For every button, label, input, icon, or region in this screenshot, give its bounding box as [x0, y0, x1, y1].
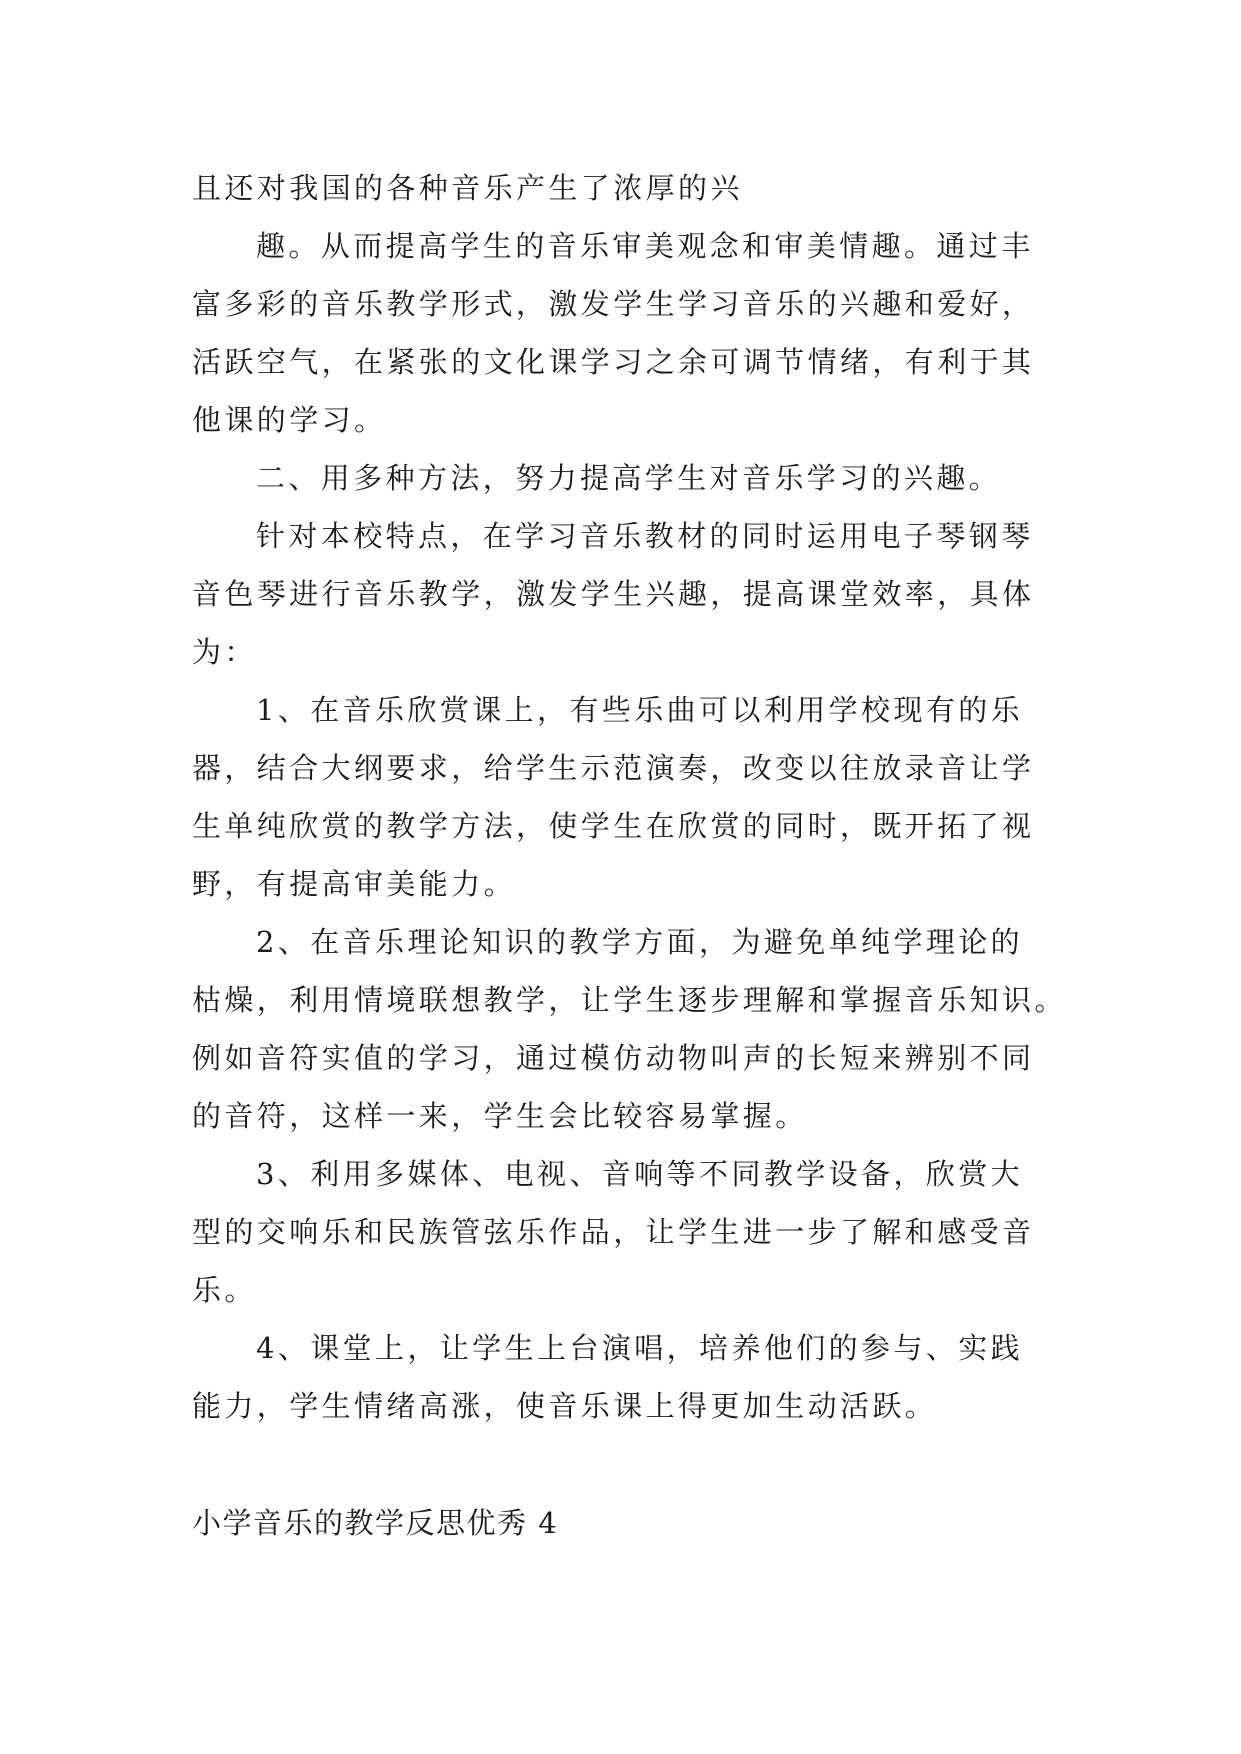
paragraph-line: 他课的学习。	[192, 403, 387, 437]
paragraph-line: 器，结合大纲要求，给学生示范演奏，改变以往放录音让学	[192, 751, 1035, 785]
paragraph-line: 的音符，这样一来，学生会比较容易掌握。	[192, 1099, 808, 1133]
paragraph-line: 3、利用多媒体、电视、音响等不同教学设备，欣赏大	[256, 1157, 1024, 1191]
paragraph-line: 活跃空气，在紧张的文化课学习之余可调节情绪，有利于其	[192, 345, 1035, 379]
paragraph-line: 音色琴进行音乐教学，激发学生兴趣，提高课堂效率，具体	[192, 577, 1035, 611]
paragraph-line: 枯燥，利用情境联想教学，让学生逐步理解和掌握音乐知识。	[192, 983, 1067, 1017]
paragraph-line: 生单纯欣赏的教学方法，使学生在欣赏的同时，既开拓了视	[192, 809, 1035, 843]
paragraph-line: 富多彩的音乐教学形式，激发学生学习音乐的兴趣和爱好，	[192, 287, 1035, 321]
paragraph-line: 2、在音乐理论知识的教学方面，为避免单纯学理论的	[256, 925, 1024, 959]
section-heading: 小学音乐的教学反思优秀 4	[192, 1506, 559, 1540]
paragraph-line: 乐。	[192, 1273, 257, 1307]
paragraph-line: 能力，学生情绪高涨，使音乐课上得更加生动活跃。	[192, 1389, 938, 1423]
paragraph-line: 4、课堂上，让学生上台演唱，培养他们的参与、实践	[256, 1331, 1024, 1365]
paragraph-line: 例如音符实值的学习，通过模仿动物叫声的长短来辨别不同	[192, 1041, 1035, 1075]
paragraph-line: 且还对我国的各种音乐产生了浓厚的兴	[192, 171, 743, 205]
paragraph-line: 二、用多种方法，努力提高学生对音乐学习的兴趣。	[256, 461, 1002, 495]
paragraph-line: 1、在音乐欣赏课上，有些乐曲可以利用学校现有的乐	[256, 693, 1024, 727]
paragraph-line: 野，有提高审美能力。	[192, 867, 517, 901]
paragraph-line: 为：	[192, 635, 257, 669]
paragraph-line: 型的交响乐和民族管弦乐作品，让学生进一步了解和感受音	[192, 1215, 1035, 1249]
paragraph-line: 趣。从而提高学生的音乐审美观念和审美情趣。通过丰	[256, 229, 1034, 263]
paragraph-line: 针对本校特点，在学习音乐教材的同时运用电子琴钢琴	[256, 519, 1034, 553]
